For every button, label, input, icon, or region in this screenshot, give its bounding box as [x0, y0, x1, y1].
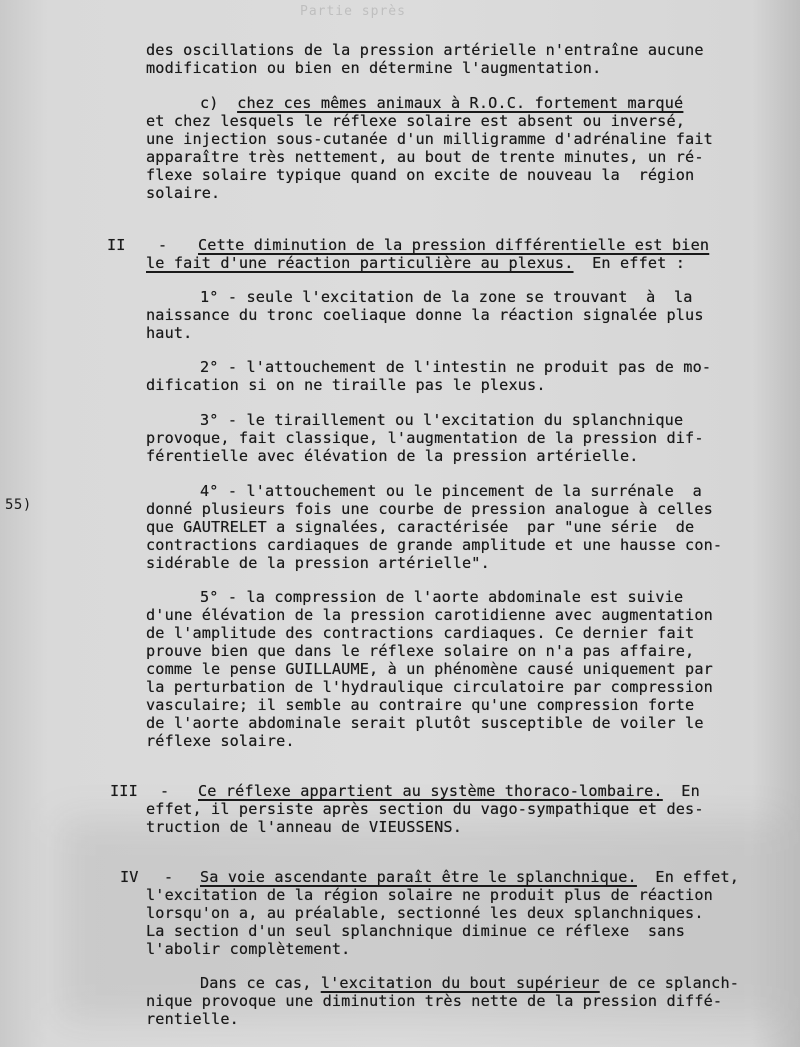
section-numeral: IV	[120, 868, 139, 886]
text-line: modification ou bien en détermine l'augmentation.	[146, 59, 602, 77]
underlined-phrase: le fait d'une réaction particulière au plexus.	[146, 254, 574, 272]
text-line: vasculaire; il semble au contraire qu'une compression forte	[146, 696, 695, 714]
section-dash: -	[164, 868, 174, 886]
section-numeral: II	[107, 236, 126, 254]
text-line: effet, il persiste après section du vago-sympathique et des-	[146, 800, 704, 818]
text-line: comme le pense GUILLAUME, à un phénomène causé uniquement par	[146, 660, 713, 678]
text-line: 2° - l'attouchement de l'intestin ne produit pas de mo-	[200, 358, 712, 376]
underlined-phrase: Sa voie ascendante paraît être le splanchnique.	[200, 868, 637, 886]
text-line	[200, 94, 683, 112]
text-line: Ce réflexe appartient au système thoraco-lombaire. En	[198, 782, 700, 800]
text-line: Sa voie ascendante paraît être le splanchnique. En effet,	[200, 868, 740, 886]
text-line: naissance du tronc coeliaque donne la réaction signalée plus	[146, 306, 704, 324]
underlined-phrase: Cette diminution de la pression différentielle est bien	[198, 236, 710, 254]
text-line	[198, 236, 709, 254]
text-line: haut.	[146, 324, 193, 342]
underlined-phrase: chez ces mêmes animaux à R.O.C. fortement marqué	[237, 94, 684, 112]
text-line: férentielle avec élévation de la pression artérielle.	[146, 447, 639, 465]
text-line: d'une élévation de la pression carotidienne avec augmentation	[146, 606, 713, 624]
text-line: contractions cardiaques de grande amplitude et une hausse con-	[146, 536, 723, 554]
text-line: l'abolir complètement.	[146, 940, 351, 958]
text-line: des oscillations de la pression artérielle n'entraîne aucune	[146, 41, 704, 59]
text-line: le fait d'une réaction particulière au plexus. En effet :	[146, 254, 686, 272]
text-line: 5° - la compression de l'aorte abdominale est suivie	[200, 588, 684, 606]
text-line: rentielle.	[146, 1010, 239, 1028]
text-line: 1° - seule l'excitation de la zone se trouvant à la	[200, 288, 693, 306]
text-line: que GAUTRELET a signalées, caractérisée par "une série de	[146, 518, 695, 536]
text-line: Dans ce cas, l'excitation du bout supérieur de ce splanch-	[200, 974, 740, 992]
section-dash: -	[158, 236, 168, 254]
text-line: dification si on ne tiraille pas le plexus.	[146, 376, 546, 394]
bleed-through-text: Partie sprès	[300, 4, 406, 19]
text-line: lorsqu'on a, au préalable, sectionné les deux splanchniques.	[146, 904, 704, 922]
text-line: sidérable de la pression artérielle".	[146, 554, 490, 572]
text-line: 4° - l'attouchement ou le pincement de la surrénale a	[200, 482, 702, 500]
text-line: apparaître très nettement, au bout de trente minutes, un ré-	[146, 148, 704, 166]
text-line: solaire.	[146, 184, 221, 202]
text-line: de l'amplitude des contractions cardiaques. Ce dernier fait	[146, 624, 695, 642]
text-line: l'excitation de la région solaire ne produit plus de réaction	[146, 886, 713, 904]
text-line: truction de l'anneau de VIEUSSENS.	[146, 818, 462, 836]
underlined-phrase: l'excitation du bout supérieur	[320, 974, 600, 992]
text-line: une injection sous-cutanée d'un milligramme d'adrénaline fait	[146, 130, 713, 148]
text-line: et chez lesquels le réflexe solaire est absent ou inversé,	[146, 112, 686, 130]
section-dash: -	[160, 782, 170, 800]
margin-number: 55)	[5, 497, 32, 513]
text-line: provoque, fait classique, l'augmentation de la pression dif-	[146, 429, 704, 447]
paragraph-marker: c)	[200, 94, 219, 112]
text-line: La section d'un seul splanchnique diminue ce réflexe sans	[146, 922, 686, 940]
text-line: 3° - le tiraillement ou l'excitation du splanchnique	[200, 411, 684, 429]
section-numeral: III	[110, 782, 138, 800]
text-line: donné plusieurs fois une courbe de pression analogue à celles	[146, 500, 713, 518]
text-line: réflexe solaire.	[146, 732, 295, 750]
text-line: prouve bien que dans le réflexe solaire on n'a pas affaire,	[146, 642, 695, 660]
underlined-phrase: Ce réflexe appartient au système thoraco-lombaire.	[198, 782, 663, 800]
text-line: la perturbation de l'hydraulique circulatoire par compression	[146, 678, 713, 696]
text-line: nique provoque une diminution très nette de la pression diffé-	[146, 992, 723, 1010]
text-line: flexe solaire typique quand on excite de nouveau la région	[146, 166, 695, 184]
text-line: de l'aorte abdominale serait plutôt susceptible de voiler le	[146, 714, 704, 732]
